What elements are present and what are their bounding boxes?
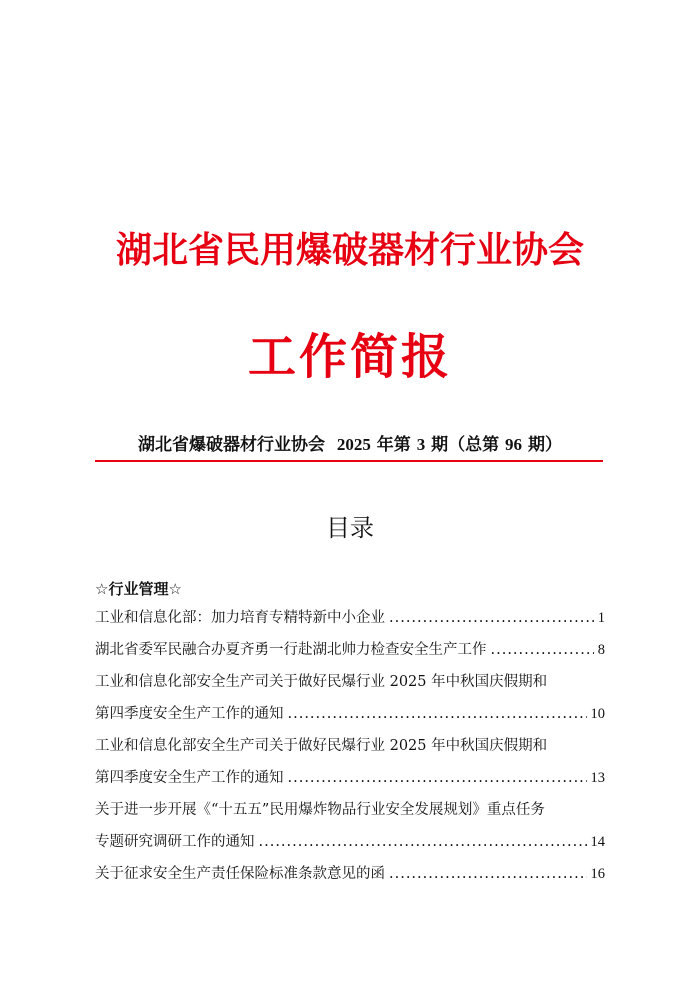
toc-entry-line: 工业和信息化部安全生产司关于做好民爆行业 2025 年中秋国庆假期和: [95, 738, 548, 754]
toc-page-number: 1: [597, 610, 605, 626]
toc-leader-dots: [288, 698, 587, 730]
toc-heading: 目录: [326, 514, 374, 542]
issue-number: 3: [416, 435, 426, 454]
toc-entry-title: 专题研究调研工作的通知: [95, 834, 255, 850]
toc-entry[interactable]: [95, 794, 605, 858]
issue-number-suffix: 期（总第: [431, 435, 500, 455]
issue-line: [0, 430, 700, 455]
issue-total-suffix: 期）: [527, 435, 562, 455]
toc-page-number: 13: [590, 770, 605, 786]
toc-entry[interactable]: [95, 634, 605, 666]
issue-year-suffix: 年第: [376, 435, 411, 455]
toc-leader-dots: [259, 826, 587, 858]
toc-entry-title: 关于征求安全生产责任保险标准条款意见的函: [95, 866, 385, 882]
toc-entry[interactable]: [95, 602, 605, 634]
toc-entry-line: 关于进一步开展《“十五五”民用爆炸物品行业安全发展规划》重点任务: [95, 802, 545, 818]
toc-page-number: 14: [590, 834, 605, 850]
toc-entry-title: 湖北省委军民融合办夏齐勇一行赴湖北帅力检查安全生产工作: [95, 642, 487, 658]
toc-entry-line: 工业和信息化部安全生产司关于做好民爆行业 2025 年中秋国庆假期和: [95, 674, 548, 690]
toc-section-label: ☆行业管理☆: [95, 580, 182, 598]
red-divider: [95, 460, 603, 462]
toc-leader-dots: [288, 762, 587, 794]
toc-entry-title: 工业和信息化部：加力培育专精特新中小企业: [95, 610, 385, 626]
toc-entry[interactable]: [95, 730, 605, 794]
table-of-contents: [95, 576, 605, 890]
toc-leader-dots: [389, 858, 587, 890]
toc-page-number: 8: [597, 642, 605, 658]
issue-total-number: 96: [505, 435, 523, 454]
toc-entries: [95, 602, 605, 890]
toc-leader-dots: [389, 602, 594, 634]
toc-page-number: 10: [590, 706, 605, 722]
toc-entry[interactable]: [95, 666, 605, 730]
toc-entry-title: 第四季度安全生产工作的通知: [95, 770, 284, 786]
doc-title: 工作简报: [247, 329, 452, 385]
org-title: 湖北省民用爆破器材行业协会: [115, 230, 584, 271]
toc-page-number: 16: [590, 866, 605, 882]
toc-leader-dots: [491, 634, 594, 666]
issue-year: 2025: [336, 435, 371, 454]
toc-entry-title: 第四季度安全生产工作的通知: [95, 706, 284, 722]
issue-org: 湖北省爆破器材行业协会: [138, 435, 326, 455]
toc-entry[interactable]: [95, 858, 605, 890]
